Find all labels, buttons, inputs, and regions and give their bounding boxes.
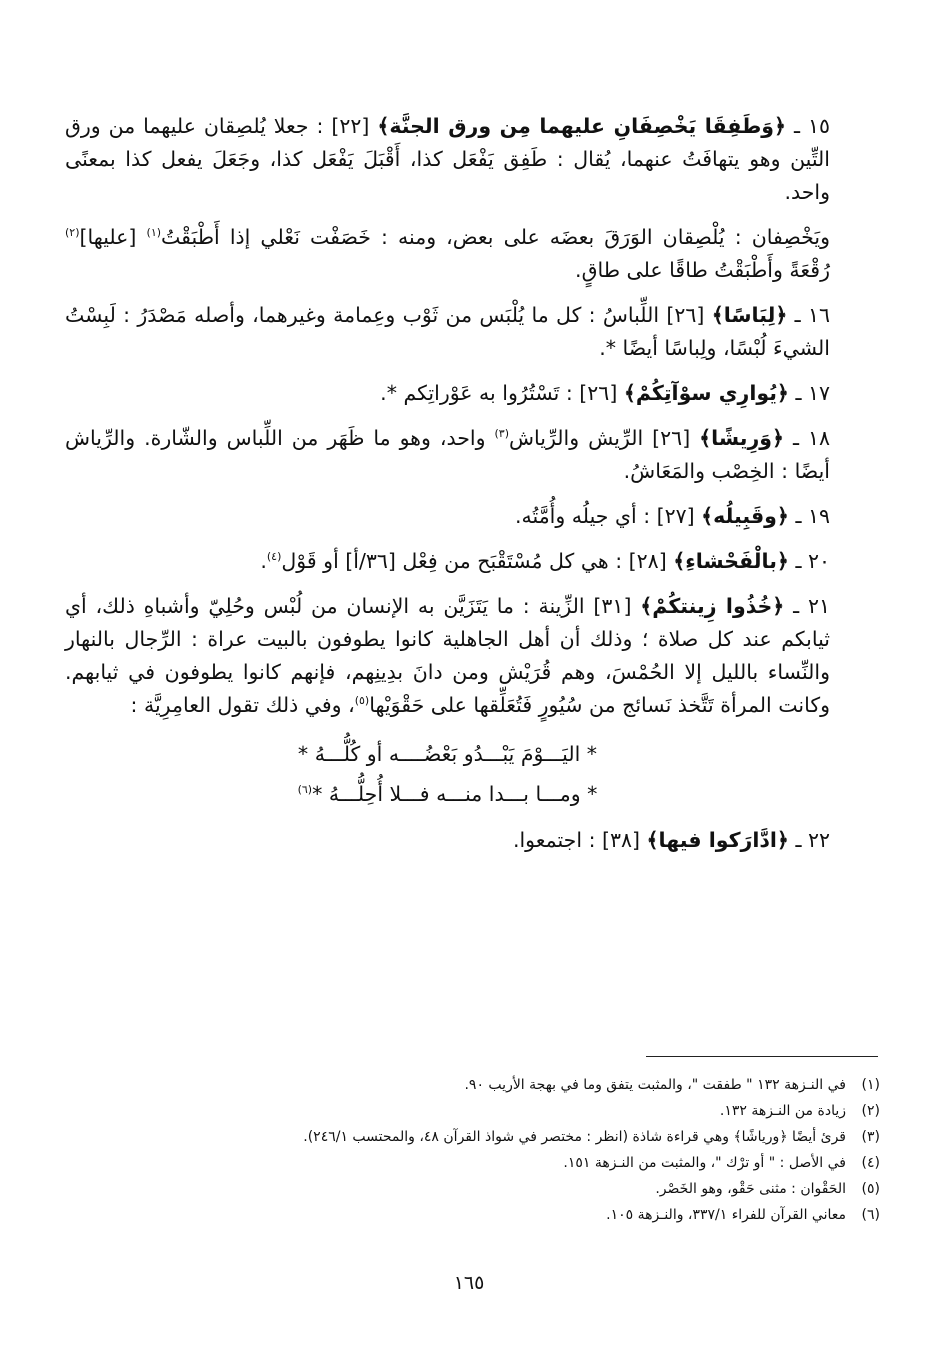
footnote-marker[interactable]: (٣) — [494, 427, 509, 441]
footnote-number: (٢) — [861, 1103, 880, 1119]
page-number: ١٦٥ — [453, 1272, 485, 1294]
quran-phrase: ﴿لِبَاسًا﴾ — [711, 303, 788, 327]
entry-number: ١٧ ـ — [795, 381, 830, 405]
entry-text: ويَخْصِفان : يُلْصِقان الوَرَقَ بعضَه على بعض، ومنه : خَصَفْت نَعْلي إذا أَطْبَقْتُ — [161, 225, 831, 249]
entry-text: [٢٦] : تَسْتُرُوا به عَوْراتِكم *. — [380, 381, 624, 405]
verse-line-with-footnote — [65, 774, 830, 814]
footnote-item — [100, 1202, 880, 1228]
entry-text: [٢٢] : جعلا يُلصِقان عليهما من ورق التِّين وهو يتهافَتُ عنهما، يُقال : طَفِق يَفْعَل كذا، أَقْبَلَ يَفْعَل كذا، وجَعَلَ يفعل كذا بمعنًى واحد. — [65, 114, 830, 204]
entry-text: . — [260, 549, 267, 573]
entry-text: واحد، وهو ما ظَهَر من اللِّباس والشّارة. والرِّياش أيضًا : الخِصْب والمَعَاشُ. — [65, 426, 830, 483]
poetry-verse — [65, 734, 830, 814]
quran-phrase: ﴿وَطَفِقَا يَخْصِفَانِ عليهما مِن ورق الجنَّة﴾ — [377, 114, 787, 138]
entry-text: رُقْعَةً وأَطْبَقْتُ طاقًا على طاقٍ. — [575, 258, 830, 282]
footnote-item — [100, 1124, 880, 1150]
entry-21 — [65, 590, 830, 722]
entry-20 — [65, 545, 830, 578]
footnote-text: زيادة من النـزهة ١٣٢. — [719, 1103, 846, 1119]
footnote-marker[interactable]: (١) — [146, 226, 162, 240]
entry-text: [٢٧] : أي جيلُه وأُمَّتُه. — [515, 504, 702, 528]
entry-text: ، وفي ذلك تقول العامِرِيَّة : — [130, 693, 355, 717]
entry-number: ١٦ ـ — [794, 303, 830, 327]
footnote-item — [100, 1150, 880, 1176]
entry-18 — [65, 422, 830, 488]
footnote-marker[interactable]: (٤) — [266, 550, 282, 564]
footnote-number: (٣) — [861, 1129, 880, 1145]
entry-number: ١٩ ـ — [795, 504, 830, 528]
footnote-text: في النـزهة ١٣٢ " طفقت "، والمثبت يتفق وما في بهجة الأريب ٩٠. — [464, 1077, 846, 1093]
main-text — [65, 110, 830, 869]
footnote-marker[interactable]: (٢) — [65, 226, 80, 240]
entry-16 — [65, 299, 830, 365]
footnotes-list — [100, 1072, 880, 1228]
footnote-separator — [646, 1056, 878, 1057]
entry-text: [٢٨] : هي كل مُسْتَقْبَح من فِعْل [٣٦/أ] أو قَوْل — [281, 549, 674, 573]
footnote-marker[interactable]: (٦) — [297, 783, 313, 797]
entry-15-continued — [65, 221, 830, 287]
footnote-item — [100, 1176, 880, 1202]
entry-text: [عليها] — [79, 225, 147, 249]
footnote-item — [100, 1072, 880, 1098]
verse-line: * اليَـــوْمَ يَبْـــدُو بَعْضُــــه أو كُلُّـــهُ * — [297, 742, 598, 766]
footnote-number: (٥) — [861, 1181, 880, 1197]
quran-phrase: ﴿وَرِيشًا﴾ — [699, 426, 784, 450]
footnote-text: الحَقْوان : مثنى حَقْو، وهو الخَصْر. — [655, 1181, 846, 1197]
quran-phrase: ﴿يُوارِي سوْآتِكُمْ﴾ — [623, 381, 789, 405]
quran-phrase: ﴿وقَبِيلُه﴾ — [701, 504, 789, 528]
entry-number: ١٥ ـ — [794, 114, 831, 138]
footnote-text: معاني القرآن للفراء ٣٣٧/١، والنـزهة ١٠٥. — [606, 1207, 846, 1223]
entry-number: ١٨ ـ — [792, 426, 830, 450]
quran-phrase: ﴿ادَّارَكوا فيها﴾ — [646, 828, 789, 852]
footnote-number: (٦) — [861, 1207, 880, 1223]
entry-22 — [65, 824, 830, 857]
entry-text: [٢٦] اللِّباسُ : كل ما يُلْبَس من ثَوْب وعِمامة وغيرهما، وأصله مَصْدَرُ : لَبِسْتُ الشيءَ لُبْسًا، ولِباسًا أيضًا *. — [65, 303, 830, 360]
entry-number: ٢٢ ـ — [795, 828, 830, 852]
footnote-marker[interactable]: (٥) — [354, 694, 370, 708]
footnote-number: (٤) — [861, 1155, 880, 1171]
entry-text: [٢٦] الرِّيش والرِّياش — [508, 426, 700, 450]
quran-phrase: ﴿بالْفَحْشاءِ﴾ — [673, 549, 789, 573]
entry-19 — [65, 500, 830, 533]
footnote-text: في الأصل : " أو ترْك "، والمثبت من النـزهة ١٥١. — [563, 1155, 846, 1171]
quran-phrase: ﴿خُذُوا زِينتكُمْ﴾ — [640, 594, 785, 618]
entry-number: ٢١ ـ — [793, 594, 830, 618]
entry-text: [٣٨] : اجتمعوا. — [512, 828, 647, 852]
footnote-item — [100, 1098, 880, 1124]
entry-17 — [65, 377, 830, 410]
entry-15 — [65, 110, 830, 209]
footnote-text: قرئ أيضًا ﴿ورياشًا﴾ وهي قراءة شاذة (انظر : مختصر في شواذ القرآن ٤٨، والمحتسب ٢٤٦/١). — [303, 1129, 846, 1145]
entry-number: ٢٠ ـ — [795, 549, 830, 573]
footnote-number: (١) — [861, 1077, 880, 1093]
verse-line: * ومـــا بـــدا منـــه فـــلا أُحِلُّـــهُ * — [312, 782, 598, 806]
entry-text: [٣١] الزِّينة : ما يَتَزَيَّن به الإنسان من لُبْس وحُلِيّ وأشباهِ ذلك، أي ثيابكم عند كل صلاة ؛ وذلك أن أهل الجاهلية كانوا يطوفون بالبيت عراة : الرِّجال بالنهار والنِّساء بالليل إلا الحُمْسَ، وهم قُرَيْش ومن دانَ بدِينِهم، فإنهم كانوا يطوفون في ثيابهم. وكانت المرأة تَتَّخذ نَسائج من سُيُورٍ فَتُعَلِّقها على حَقْوَيْها — [65, 594, 830, 717]
